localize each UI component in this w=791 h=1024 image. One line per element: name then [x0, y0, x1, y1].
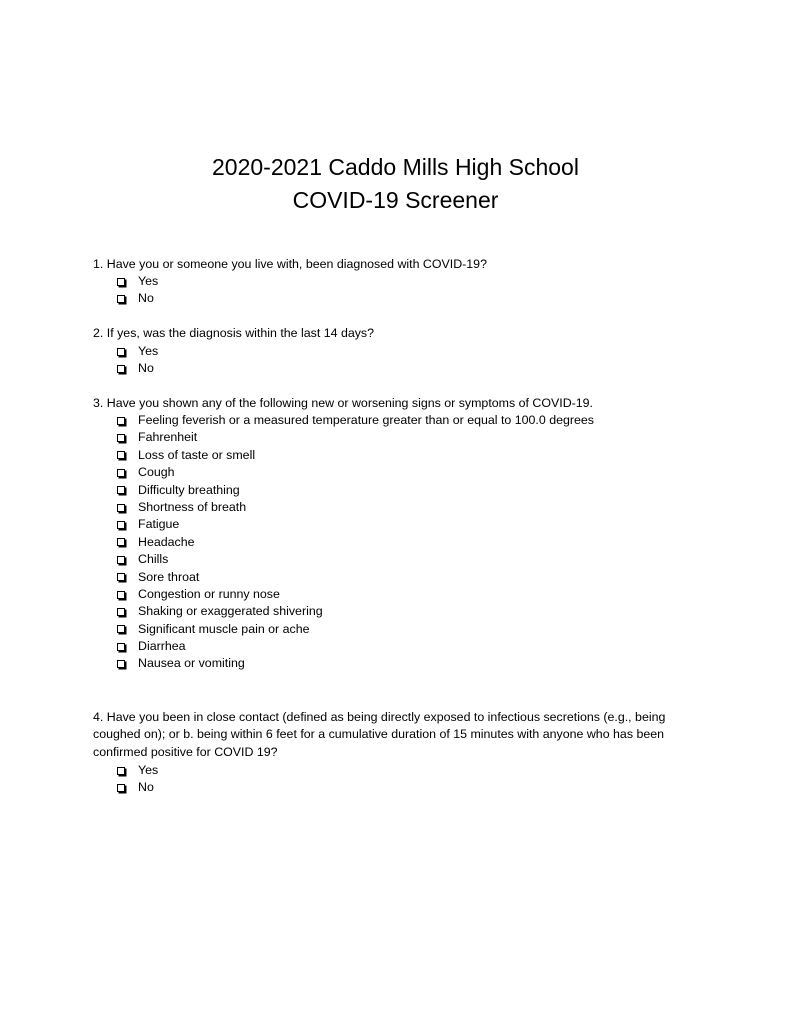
option-label: Fatigue [138, 517, 180, 532]
checkbox-icon[interactable] [117, 608, 125, 616]
question-2-options [117, 343, 158, 378]
option-label: Loss of taste or smell [138, 447, 256, 462]
question-4-text: 4. Have you been in close contact (defined as being directly exposed to infectious secretions (e.g., being coughed on); or b. being within 6 feet for a cumulative duration of 15 minutes with anyone who has been confirmed positive for COVID 19? [93, 710, 666, 759]
option-q3-loss-of-taste[interactable] [117, 447, 594, 464]
option-q2-no[interactable] [117, 360, 158, 377]
question-4-options [117, 762, 158, 797]
question-1-text: 1. Have you or someone you live with, been diagnosed with COVID-19? [93, 257, 487, 271]
option-q3-diarrhea[interactable] [117, 638, 594, 655]
option-label: Difficulty breathing [138, 482, 240, 497]
option-label: Shortness of breath [138, 499, 247, 514]
checkbox-icon[interactable] [117, 625, 125, 633]
document-subtitle: COVID-19 Screener [292, 187, 499, 213]
option-label: No [138, 780, 154, 795]
option-q3-fahrenheit[interactable] [117, 429, 594, 446]
question-2-text: 2. If yes, was the diagnosis within the last 14 days? [93, 326, 375, 340]
checkbox-icon[interactable] [117, 504, 125, 512]
checkbox-icon[interactable] [117, 573, 125, 581]
option-label: Fahrenheit [138, 430, 198, 445]
checkbox-icon[interactable] [117, 434, 125, 442]
option-q3-shaking[interactable] [117, 603, 594, 620]
checkbox-icon[interactable] [117, 643, 125, 651]
checkbox-icon[interactable] [117, 591, 125, 599]
option-q3-difficulty-breathing[interactable] [117, 482, 594, 499]
option-q3-congestion[interactable] [117, 586, 594, 603]
question-3-text: 3. Have you shown any of the following new or worsening signs or symptoms of COVID-19. [93, 396, 593, 410]
option-label: Yes [138, 274, 159, 288]
option-label: Sore throat [138, 569, 200, 584]
option-q3-headache[interactable] [117, 534, 594, 551]
checkbox-icon[interactable] [117, 278, 125, 286]
checkbox-icon[interactable] [117, 556, 125, 564]
option-q3-nausea[interactable] [117, 655, 594, 672]
question-3-options [117, 412, 594, 673]
option-q3-feverish[interactable] [117, 412, 594, 429]
checkbox-icon[interactable] [117, 767, 125, 775]
option-label: Cough [138, 465, 175, 480]
option-label: Significant muscle pain or ache [138, 621, 310, 636]
checkbox-icon[interactable] [117, 365, 125, 373]
option-label: Shaking or exaggerated shivering [138, 604, 323, 619]
checkbox-icon[interactable] [117, 295, 125, 303]
question-1-options [117, 273, 158, 308]
checkbox-icon[interactable] [117, 348, 125, 356]
option-q2-yes[interactable] [117, 343, 158, 360]
option-q3-shortness-of-breath[interactable] [117, 499, 594, 516]
option-label: Yes [138, 763, 159, 777]
option-q4-yes[interactable] [117, 762, 158, 779]
checkbox-icon[interactable] [117, 486, 125, 494]
option-q4-no[interactable] [117, 779, 158, 796]
option-label: Chills [138, 552, 169, 567]
option-label: Congestion or runny nose [138, 586, 280, 601]
checkbox-icon[interactable] [117, 417, 125, 425]
option-label: Nausea or vomiting [138, 656, 245, 671]
option-label: No [138, 291, 154, 306]
option-q3-chills[interactable] [117, 551, 594, 568]
checkbox-icon[interactable] [117, 451, 125, 459]
checkbox-icon[interactable] [117, 469, 125, 477]
checkbox-icon[interactable] [117, 521, 125, 529]
option-q1-yes[interactable] [117, 273, 158, 290]
option-label: Diarrhea [138, 639, 186, 654]
document-title: 2020-2021 Caddo Mills High School [212, 154, 579, 180]
checkbox-icon[interactable] [117, 784, 125, 792]
checkbox-icon[interactable] [117, 660, 125, 668]
option-q3-cough[interactable] [117, 464, 594, 481]
option-q3-fatigue[interactable] [117, 516, 594, 533]
checkbox-icon[interactable] [117, 538, 125, 546]
option-q3-muscle-pain[interactable] [117, 621, 594, 638]
option-q3-sore-throat[interactable] [117, 569, 594, 586]
option-label: Yes [138, 344, 159, 358]
option-label: Feeling feverish or a measured temperature greater than or equal to 100.0 degrees [138, 413, 594, 427]
option-label: No [138, 361, 154, 376]
option-q1-no[interactable] [117, 290, 158, 307]
option-label: Headache [138, 534, 195, 549]
